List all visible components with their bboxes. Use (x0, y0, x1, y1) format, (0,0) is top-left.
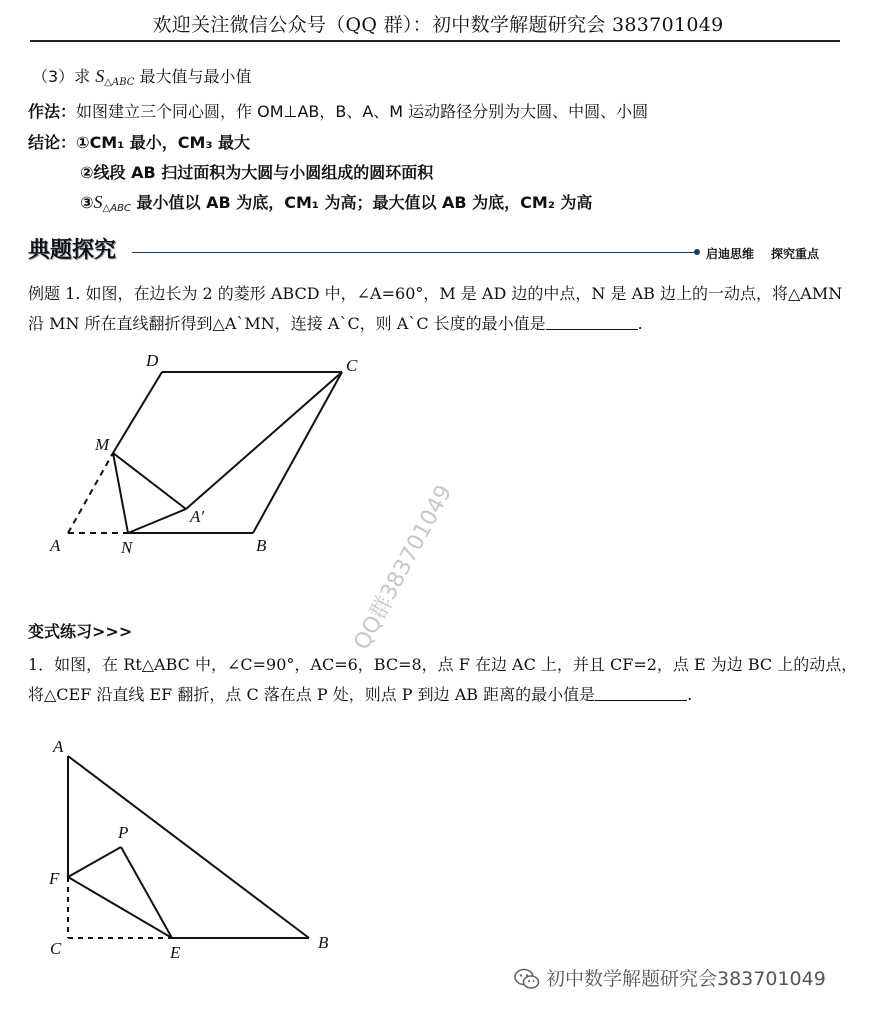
answer-blank-2 (595, 686, 687, 701)
segment-PE (121, 847, 172, 938)
conclusion-label: 结论： (28, 133, 77, 152)
label-M: M (95, 435, 110, 454)
label-B: B (256, 536, 267, 555)
segment-MA-prime (113, 453, 186, 509)
section-title: 典题探究 (28, 238, 117, 263)
variant-title: 变式练习>>> (28, 622, 133, 641)
part3-line (32, 64, 252, 88)
section-divider (132, 252, 698, 253)
segment-AM-dashed (68, 453, 113, 533)
example1-line-2 (28, 311, 643, 334)
problem1-line-1: 1．如图，在 Rt△ABC 中，∠C=90°，AC=6，BC=8，点 F 在边 AC 上，并且 CF=2，点 E 为边 BC 上的动点， (28, 655, 858, 674)
conclusion-line-3 (80, 190, 592, 214)
area-symbol-2: S (93, 192, 103, 212)
segment-FE (68, 877, 172, 938)
part3-text: 最大值与最小值 (139, 67, 252, 86)
label-A-tri: A (53, 737, 64, 756)
page-header: 欢迎关注微信公众号（QQ 群）：初中数学解题研究会 383701049 (152, 14, 724, 36)
label-N: N (121, 538, 133, 557)
triangle-figure (0, 730, 360, 970)
example1-line-2-text: 沿 MN 所在直线翻折得到△A`MN，连接 A`C，则 A`C 长度的最小值是 (28, 314, 546, 333)
section-divider-dot (694, 249, 700, 255)
section-tag-2: 探究重点 (771, 247, 820, 261)
wechat-icon (514, 968, 540, 990)
rhombus-figure (0, 340, 420, 570)
area-subscript: △ABC (104, 77, 135, 88)
example1-line-2-end: . (637, 314, 643, 333)
segment-MN (113, 453, 128, 533)
method-text: 如图建立三个同心圆，作 OM⊥AB，B、A、M 运动路径分别为大圆、中圆、小圆 (76, 102, 649, 121)
label-P: P (118, 823, 129, 842)
segment-AB (68, 756, 309, 938)
label-B-tri: B (318, 933, 329, 952)
label-A-prime: A′ (190, 507, 205, 526)
answer-blank (546, 315, 638, 330)
label-E: E (170, 943, 181, 962)
area-subscript-2: △ABC (102, 203, 131, 214)
example1-line-1: 例题 1. 如图，在边长为 2 的菱形 ABCD 中，∠A=60°，M 是 AD 边的中点，N 是 AB 边上的一动点，将△AMN (28, 284, 843, 303)
segment-FP (68, 847, 121, 877)
label-C: C (346, 356, 358, 375)
conclusion-line-1 (28, 130, 250, 153)
problem1-line-2-end: . (687, 685, 693, 704)
section-tag-1: 启迪思维 (706, 247, 755, 261)
footer-watermark: 初中数学解题研究会383701049 (546, 968, 826, 990)
conclusion-item-2: ②线段 AB 扫过面积为大圆与小圆组成的圆环面积 (80, 163, 434, 182)
conclusion-item-3-prefix: ③ (80, 193, 94, 212)
segment-A-prime-C (186, 372, 342, 509)
problem1-line-2-text: 将△CEF 沿直线 EF 翻折，点 C 落在点 P 处，则点 P 到边 AB 距离的最小值是 (28, 685, 596, 704)
area-symbol: S (95, 66, 105, 86)
method-label: 作法： (28, 102, 77, 121)
label-F: F (49, 869, 60, 888)
header-divider (30, 40, 840, 42)
label-A: A (50, 536, 61, 555)
conclusion-item-1: ①CM₁ 最小，CM₃ 最大 (76, 133, 251, 152)
label-C-tri: C (50, 939, 62, 958)
segment-NA-prime (128, 509, 186, 533)
method-line (28, 99, 648, 122)
segment-DM (113, 372, 162, 453)
diagonal-watermark: QQ群383701049 (349, 481, 458, 655)
segment-BC (253, 372, 342, 533)
part3-number: （3）求 (32, 67, 91, 86)
problem1-line-2 (28, 682, 692, 705)
conclusion-item-3-text: 最小值以 AB 为底，CM₁ 为高；最大值以 AB 为底，CM₂ 为高 (136, 193, 593, 212)
label-D: D (146, 351, 159, 370)
